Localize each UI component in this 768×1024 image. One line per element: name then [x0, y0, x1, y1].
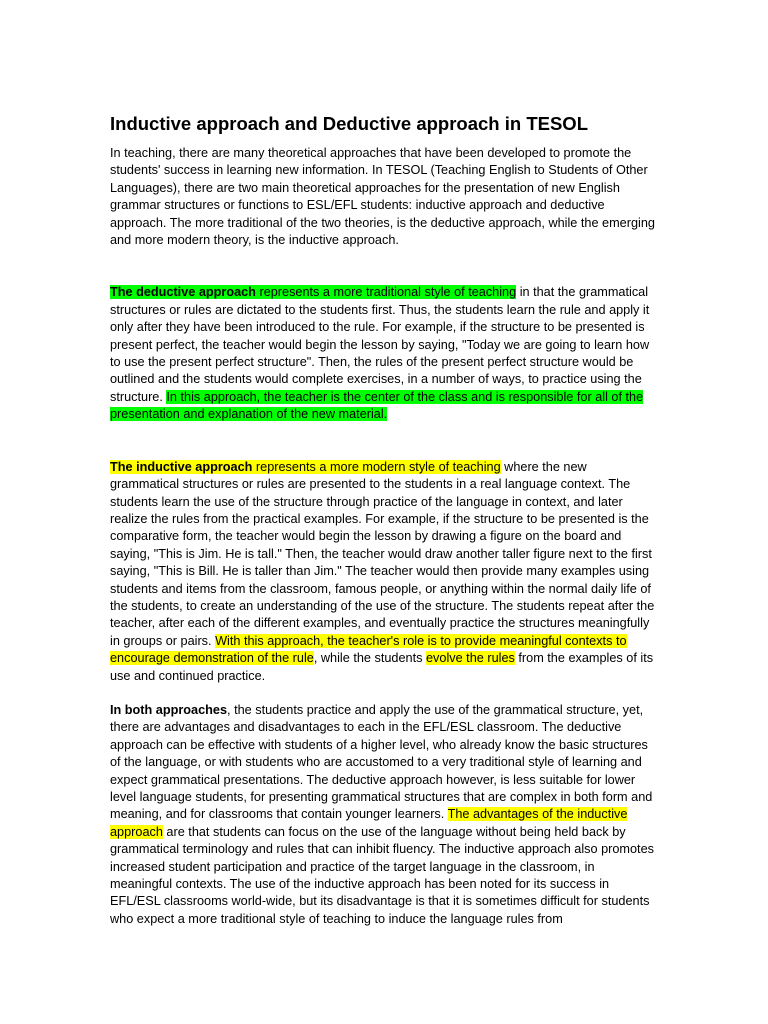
- highlighted-text-run: represents a more modern style of teaching: [252, 459, 501, 474]
- text-run: where the new grammatical structures or rules are presented to the students in a real language context. The students learn the use of the structure through practice of the language in context, and later realize the rules from the practical examples. For example, if the structure to be presented is the comparative form, the teacher would begin the lesson by drawing a figure on the board and saying, "This is Jim. He is tall." Then, the teacher would draw another taller figure next to the first saying, "This is Bill. He is taller than Jim." The teacher would then provide many examples using students and items from the classroom, famous people, or anything within the normal daily life of the students, to create an understanding of the use of the structure. The students repeat after the teacher, after each of the different examples, and eventually practice the structures meaningfully in groups or pairs.: [110, 459, 655, 648]
- document-title: Inductive approach and Deductive approach in TESOL: [110, 113, 589, 134]
- highlighted-text-run: The deductive approach: [110, 285, 256, 300]
- inductive-paragraph: [110, 459, 658, 685]
- text-run: are that students can focus on the use of the language without being held back by grammatical terminology and rules that can inhibit fluency. The inductive approach also promotes increased student participation and practice of the target language in the classroom, in meaningful contexts. The use of the inductive approach has been noted for its success in EFL/ESL classrooms world-wide, but its disadvantage is that it is sometimes difficult for students who expect a more traditional style of teaching to induce the language rules from: [110, 824, 654, 926]
- intro-paragraph: In teaching, there are many theoretical approaches that have been developed to promote the students' success in learning new information. In TESOL (Teaching English to Students of Other Languages), there are two main theoretical approaches for the presentation of new English grammar structures or functions to ESL/EFL students: inductive approach and deductive approach. The more traditional of the two theories, is the deductive approach, while the emerging and more modern theory, is the inductive approach.: [110, 146, 655, 248]
- text-run: , the students practice and apply the use of the grammatical structure, yet, there are advantages and disadvantages to each in the EFL/ESL classroom. The deductive approach can be effective with students of a higher level, who already know the basic structures of the language, or with students who are accustomed to a very traditional style of learning and expect grammatical presentations. The deductive approach however, is less suitable for lower level language students, for presenting grammatical structures that are complex in both form and meaning, and for classrooms that contain younger learners.: [110, 702, 653, 822]
- highlighted-text-run: evolve the rules: [425, 651, 515, 666]
- text-run: , while the students: [313, 651, 426, 666]
- highlighted-text-run: With this approach, the teacher's role is to provide meaningful contexts to encourage demonstration of the rule: [110, 633, 627, 666]
- highlighted-text-run: In this approach, the teacher is the center of the class and is responsible for all of the presentation and explanation of the new material.: [110, 389, 644, 422]
- text-run: In both approaches: [110, 702, 228, 717]
- text-run: in that the grammatical structures or rules are dictated to the students first. Thus, the students learn the rule and apply it only after they have been introduced to the rule. For example, if the structure to be presented is present perfect, the teacher would begin the lesson by saying, "Today we are going to learn how to use the present perfect structure". Then, the rules of the present perfect structure would be outlined and the students would complete exercises, in a number of ways, to practice using the structure.: [110, 285, 650, 404]
- both-approaches-paragraph: [110, 702, 658, 928]
- highlighted-text-run: represents a more traditional style of teaching: [255, 285, 517, 300]
- text-run: from the examples of its use and continued practice.: [110, 651, 654, 683]
- highlighted-text-run: The advantages of the inductive approach: [110, 807, 628, 839]
- highlighted-text-run: The inductive approach: [110, 459, 253, 474]
- document-body: [110, 112, 658, 928]
- deductive-paragraph: [110, 284, 658, 423]
